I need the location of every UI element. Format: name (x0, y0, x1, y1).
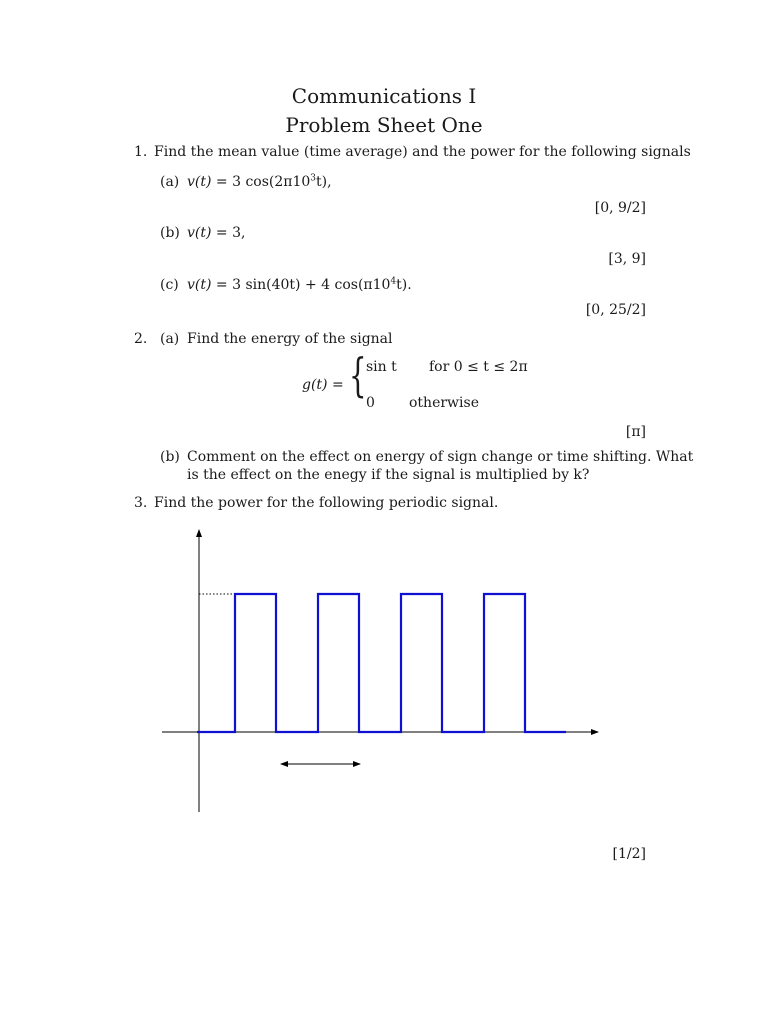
q1b-lhs: v(t) (187, 225, 212, 241)
q1c-answer: [0, 25/2] (585, 302, 646, 318)
q1c-sup: 4 (390, 276, 397, 287)
q1a-rhs-pre: = 3 cos(2π10 (211, 174, 311, 190)
page-title: Communications I (291, 84, 477, 108)
q2b-line2: is the effect on the enegy if the signal is multiplied by k? (187, 467, 590, 483)
q2a-answer: [π] (625, 424, 646, 440)
q2-case1-cond: for 0 ≤ t ≤ 2π (429, 359, 528, 375)
page-subtitle: Problem Sheet One (285, 113, 483, 137)
q1-text: Find the mean value (time average) and the power for the following signals (154, 144, 691, 160)
q1c-rhs-post: t). (396, 277, 412, 293)
q2a-label: (a) (160, 331, 180, 347)
q1c-label: (c) (160, 277, 179, 293)
pulse-signal-line (197, 594, 566, 732)
q3-text: Find the power for the following periodic signal. (154, 495, 499, 511)
q2-case2-value: 0 (366, 395, 375, 411)
q1c-rhs-pre: = 3 sin(40t) + 4 cos(π10 (211, 277, 391, 293)
q3-number: 3. (134, 495, 148, 511)
q1a-rhs-post: t), (316, 174, 332, 190)
q1b-rhs-pre: = 3, (211, 225, 246, 241)
q1a-lhs: v(t) (187, 174, 212, 190)
q2-case1-value: sin t (366, 359, 397, 375)
q1c-lhs: v(t) (187, 277, 212, 293)
q2-number: 2. (134, 331, 148, 347)
q1a-label: (a) (160, 174, 180, 190)
q1-number: 1. (134, 144, 148, 160)
q1a-answer: [0, 9/2] (594, 200, 646, 216)
piecewise-brace: { (349, 348, 367, 402)
q1b-answer: [3, 9] (608, 251, 646, 267)
q2-case2-cond: otherwise (409, 395, 479, 411)
q2-func-lhs: g(t) = (302, 377, 344, 393)
q2b-label: (b) (160, 449, 180, 465)
q2b-line1: Comment on the effect on energy of sign change or time shifting. What (187, 449, 694, 465)
q1b-label: (b) (160, 225, 180, 241)
q2a-text: Find the energy of the signal (187, 331, 393, 347)
q1a-sup: 3 (310, 173, 317, 184)
q3-answer: [1/2] (612, 846, 646, 862)
